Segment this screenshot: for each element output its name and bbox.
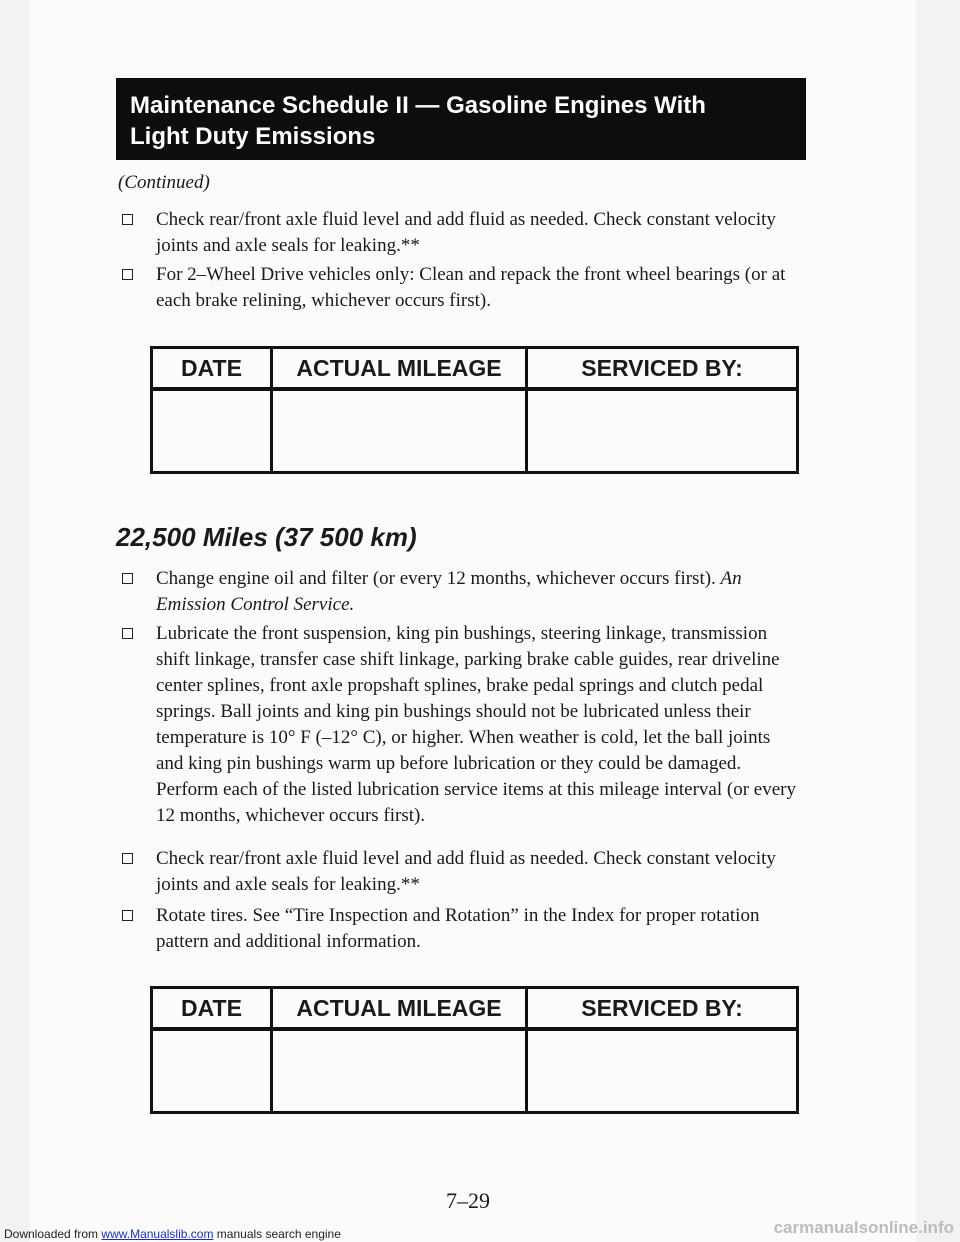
mileage-cell[interactable] xyxy=(272,389,527,473)
column-header-serviced-by: SERVICED BY: xyxy=(527,348,798,390)
checkbox-icon[interactable] xyxy=(122,573,133,584)
serviced-by-cell[interactable] xyxy=(527,1029,798,1113)
column-header-actual-mileage: ACTUAL MILEAGE xyxy=(272,348,527,390)
serviced-by-cell[interactable] xyxy=(527,389,798,473)
checkbox-icon[interactable] xyxy=(122,269,133,280)
checklist-item-text: Check rear/front axle fluid level and add fluid as needed. Check constant velocity joints and axle seals for leaking.** xyxy=(156,209,776,256)
watermark: carmanualsonline.info xyxy=(773,1218,954,1237)
footer-prefix: Downloaded from xyxy=(4,1227,99,1241)
emission-control-note: An Emission Control Service. xyxy=(156,568,742,615)
checklist-item-text: For 2–Wheel Drive vehicles only: Clean and repack the front wheel bearings (or at each brake relining, whichever occurs first). xyxy=(156,264,786,311)
footer-suffix: manuals search engine xyxy=(216,1227,341,1241)
checklist-item-text: Change engine oil and filter (or every 12 months, whichever occurs first). xyxy=(156,568,716,589)
date-cell[interactable] xyxy=(152,389,272,473)
footer xyxy=(0,1214,960,1242)
checklist-item xyxy=(156,262,796,314)
manualslib-link[interactable]: www.Manualslib.com xyxy=(101,1227,214,1241)
service-log-table xyxy=(150,986,799,1114)
mileage-cell[interactable] xyxy=(272,1029,527,1113)
checklist-item xyxy=(156,621,796,829)
checkbox-icon[interactable] xyxy=(122,853,133,864)
continued-label: (Continued) xyxy=(118,172,210,193)
checklist-item xyxy=(156,903,796,955)
checklist-item xyxy=(156,207,796,259)
checkbox-icon[interactable] xyxy=(122,214,133,225)
column-header-date: DATE xyxy=(152,988,272,1030)
checkbox-icon[interactable] xyxy=(122,628,133,639)
title-line-2: Light Duty Emissions xyxy=(130,123,376,150)
service-log-table xyxy=(150,346,799,474)
title-line-1: Maintenance Schedule II — Gasoline Engines With xyxy=(130,92,706,119)
page-title-banner xyxy=(116,78,806,160)
column-header-date: DATE xyxy=(152,348,272,390)
checkbox-icon[interactable] xyxy=(122,910,133,921)
checklist-item-text: Lubricate the front suspension, king pin bushings, steering linkage, transmission shift linkage, transfer case shift linkage, parking brake cable guides, rear driveline center splines, front axle propshaft splines, brake pedal springs and clutch pedal springs. Ball joints and king pin bushings should not be lubricated unless their temperature is 10° F (–12° C), or higher. When weather is cold, let the ball joints and king pin bushings warm up before lubrication or they could be damaged. Perform each of the listed lubrication service items at this mileage interval (or every 12 months, whichever occurs first). xyxy=(156,623,796,826)
column-header-actual-mileage: ACTUAL MILEAGE xyxy=(272,988,527,1030)
page-number: 7–29 xyxy=(446,1188,490,1213)
checklist-item xyxy=(156,566,796,618)
checklist-item-text: Rotate tires. See “Tire Inspection and Rotation” in the Index for proper rotation pattern and additional information. xyxy=(156,905,760,952)
date-cell[interactable] xyxy=(152,1029,272,1113)
checklist-item xyxy=(156,846,796,898)
section-heading: 22,500 Miles (37 500 km) xyxy=(116,522,417,552)
checklist-item-text: Check rear/front axle fluid level and add fluid as needed. Check constant velocity joints and axle seals for leaking.** xyxy=(156,848,776,895)
column-header-serviced-by: SERVICED BY: xyxy=(527,988,798,1030)
